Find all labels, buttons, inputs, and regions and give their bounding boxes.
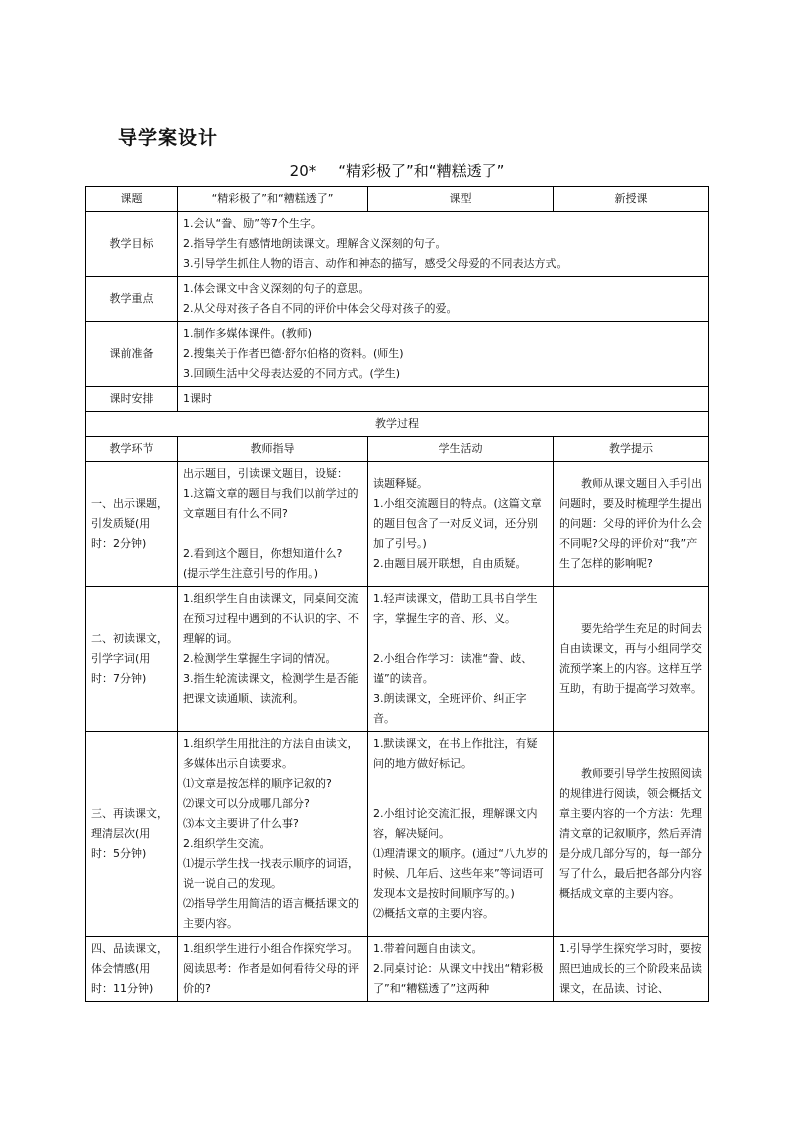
- process-header-teacher: 教师指导: [178, 437, 368, 462]
- teacher-line: 1.组织学生进行小组合作探究学习。阅读思考：作者是如何看待父母的评价的?: [183, 942, 359, 995]
- teacher-line: 出示题目，引读课文题目，设疑：: [183, 467, 348, 480]
- table-row: [86, 732, 709, 937]
- teacher-line: 2.检测学生掌握生字词的情况。: [183, 652, 337, 665]
- student-cell: [368, 732, 554, 937]
- lesson-title: [0, 160, 794, 181]
- teacher-line: 2.看到这个题目，你想知道什么?: [183, 547, 343, 560]
- focus-item: 1.体会课文中含义深刻的句子的意思。: [183, 282, 370, 295]
- tip-cell: 教师从课文题目入手引出问题时，要及时梳理学生提出的问题：父母的评价为什么会不同呢?父母的评价对“我”产生了怎样的影响呢?: [554, 462, 709, 587]
- student-cell: [368, 587, 554, 732]
- stage-cell: 四、品读课文，体会情感(用时：11分钟): [86, 937, 178, 1002]
- goal-item: 3.引导学生抓住人物的语言、动作和神态的描写，感受父母爱的不同表达方式。: [183, 257, 568, 270]
- hours-label: 课时安排: [86, 387, 178, 412]
- teacher-line: 1.组织学生自由读课文，同桌间交流在预习过程中遇到的不认识的字、不理解的词。: [183, 592, 359, 645]
- teacher-line: 2.组织学生交流。: [183, 837, 271, 850]
- student-line: ⑵概括文章的主要内容。: [373, 907, 494, 920]
- tip-cell: 要先给学生充足的时间去自由读课文，再与小组同学交流预学案上的内容。这样互学互助，有助于提高学习效率。: [554, 587, 709, 732]
- teacher-line: 1.组织学生用批注的方法自由读文，多媒体出示自读要求。: [183, 737, 359, 770]
- process-title: 教学过程: [86, 412, 709, 437]
- student-line: 1.默读课文，在书上作批注，有疑问的地方做好标记。: [373, 737, 538, 770]
- type-label: 课型: [368, 187, 554, 212]
- prep-cell: [178, 322, 709, 387]
- topic-label: 课题: [86, 187, 178, 212]
- table-row: [86, 587, 709, 732]
- teacher-cell: [178, 462, 368, 587]
- student-line: 3.朗读课文，全班评价、纠正字音。: [373, 692, 527, 725]
- focus-label: 教学重点: [86, 277, 178, 322]
- table-row: [86, 937, 709, 1002]
- tip-cell: 教师要引导学生按照阅读的规律进行阅读，领会概括文章主要内容的一个方法：先理清文章的记叙顺序，然后弄清是分成几部分写的，每一部分写了什么，最后把各部分内容概括成文章的主要内容。: [554, 732, 709, 937]
- stage-cell: 一、出示课题，引发质疑(用时：2分钟): [86, 462, 178, 587]
- focus-cell: [178, 277, 709, 322]
- hours-value: 1课时: [178, 387, 709, 412]
- table-row: [86, 462, 709, 587]
- student-line: ⑴理清课文的顺序。(通过“八九岁的时候、几年后、这些年来”等词语可发现本文是按时间顺序写的。): [373, 847, 548, 900]
- teacher-cell: [178, 732, 368, 937]
- process-header-student: 学生活动: [368, 437, 554, 462]
- teacher-line: ⑵指导学生用简洁的语言概括课文的主要内容。: [183, 897, 359, 930]
- student-line: 读题释疑。: [373, 477, 428, 490]
- focus-item: 2.从父母对孩子各自不同的评价中体会父母对孩子的爱。: [183, 302, 458, 315]
- student-line: 2.由题目展开联想，自由质疑。: [373, 557, 527, 570]
- lesson-number: 20*: [289, 162, 317, 180]
- stage-cell: 三、再读课文，理清层次(用时：5分钟): [86, 732, 178, 937]
- goals-cell: [178, 212, 709, 277]
- teacher-cell: [178, 587, 368, 732]
- student-line: 2.同桌讨论：从课文中找出“精彩极了”和“糟糕透了”这两种: [373, 962, 544, 995]
- process-header-stage: 教学环节: [86, 437, 178, 462]
- student-line: 2.小组合作学习：读准“誊、歧、谨”的读音。: [373, 652, 533, 685]
- teacher-line: 1.这篇文章的题目与我们以前学过的文章题目有什么不同?: [183, 487, 359, 520]
- page-heading: 导学案设计: [118, 127, 219, 149]
- tip-cell: 1.引导学生探究学习时，要按照巴迪成长的三个阶段来品读课文，在品读、讨论、: [554, 937, 709, 1002]
- topic-value: “精彩极了”和“糟糕透了”: [178, 187, 368, 212]
- goal-item: 2.指导学生有感情地朗读课文。理解含义深刻的句子。: [183, 237, 447, 250]
- teacher-line: ⑴提示学生找一找表示顺序的词语，说一说自己的发现。: [183, 857, 359, 890]
- goal-item: 1.会认“誊、励”等7个生字。: [183, 217, 322, 230]
- teacher-line: ⑶本文主要讲了什么事?: [183, 817, 299, 830]
- student-line: 1.带着问题自由读文。: [373, 942, 483, 955]
- prep-item: 2.搜集关于作者巴德·舒尔伯格的资料。(师生): [183, 347, 404, 360]
- process-header-tip: 教学提示: [554, 437, 709, 462]
- prep-item: 3.回顾生活中父母表达爱的不同方式。(学生): [183, 367, 401, 380]
- teacher-line: ⑵课文可以分成哪几部分?: [183, 797, 310, 810]
- lesson-plan-table: [85, 186, 709, 1002]
- type-value: 新授课: [554, 187, 709, 212]
- stage-cell: 二、初读课文，引学字词(用时：7分钟): [86, 587, 178, 732]
- prep-item: 1.制作多媒体课件。(教师): [183, 327, 313, 340]
- teacher-line: ⑴文章是按怎样的顺序记叙的?: [183, 777, 332, 790]
- prep-label: 课前准备: [86, 322, 178, 387]
- goals-label: 教学目标: [86, 212, 178, 277]
- lesson-title-text: “精彩极了”和“糟糕透了”: [338, 162, 505, 180]
- student-line: 1.轻声读课文，借助工具书自学生字，掌握生字的音、形、义。: [373, 592, 538, 625]
- student-line: 1.小组交流题目的特点。(这篇文章的题目包含了一对反义词，还分别加了引号。): [373, 497, 542, 550]
- teacher-cell: [178, 937, 368, 1002]
- teacher-line: (提示学生注意引号的作用。): [183, 567, 319, 580]
- student-cell: [368, 462, 554, 587]
- teacher-line: 3.指生轮流读课文，检测学生是否能把课文读通顺、读流利。: [183, 672, 359, 705]
- student-cell: [368, 937, 554, 1002]
- student-line: 2.小组讨论交流汇报，理解课文内容，解决疑问。: [373, 807, 538, 840]
